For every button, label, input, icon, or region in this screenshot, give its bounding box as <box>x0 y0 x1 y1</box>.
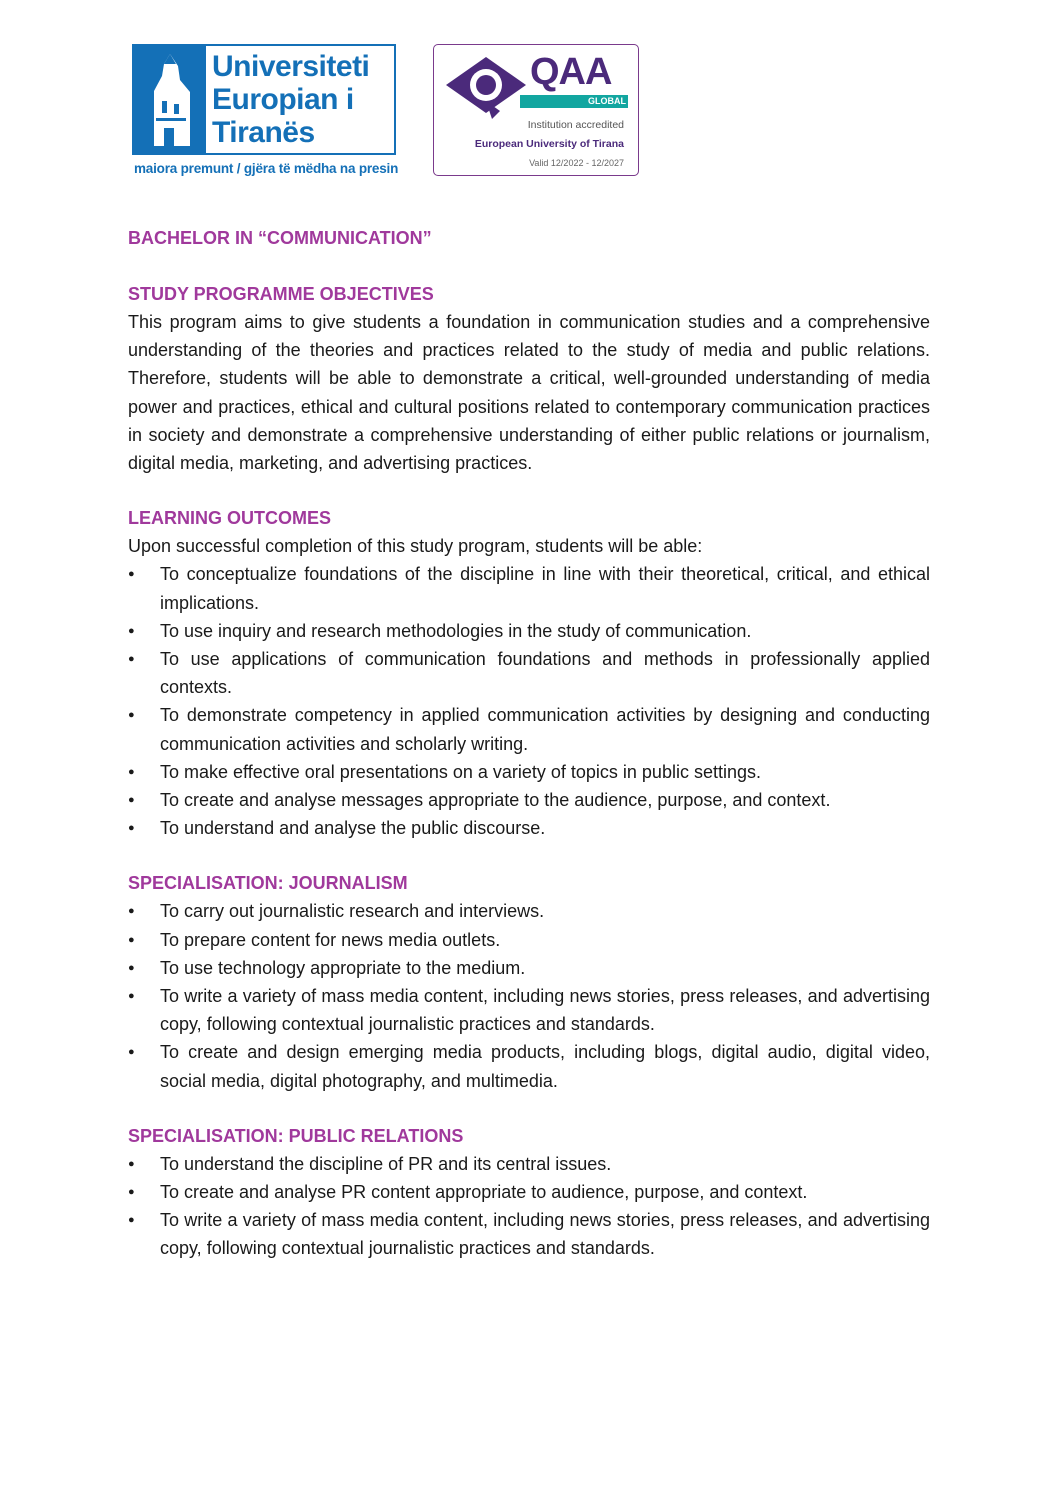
qaa-global-label: GLOBAL <box>588 96 626 106</box>
list-item-text: To write a variety of mass media content, including news stories, press releases, and advertising copy, following contextual journalistic practices and standards. <box>160 1210 930 1259</box>
university-motto: maiora premunt / gjëra të mëdha na presin <box>134 161 399 176</box>
list-item <box>128 954 930 982</box>
qaa-accredited-text: Institution accredited <box>527 119 624 131</box>
public-relations-list <box>128 1150 930 1263</box>
bullet-icon: ● <box>128 624 135 637</box>
list-item <box>128 1206 930 1262</box>
list-item <box>128 814 930 842</box>
bullet-icon: ● <box>128 822 135 835</box>
document-body <box>128 224 930 1290</box>
list-item-text: To make effective oral presentations on a variety of topics in public settings. <box>160 761 761 782</box>
objectives-paragraph: This program aims to give students a foundation in communication studies and a comprehensive understanding of the theories and practices related to the study of media and public relations. Therefore, students will be able to demonstrate a critical, well-grounded understanding of media power and practices, ethical and cultural positions related to contemporary communication practices in society and demonstrate a comprehensive understanding of either public relations or journalism, digital media, marketing, and advertising practices. <box>128 312 930 474</box>
list-item-text: To create and analyse PR content appropriate to audience, purpose, and context. <box>160 1182 808 1203</box>
journalism-section <box>128 869 930 1094</box>
castle-emblem-icon <box>134 46 206 153</box>
list-item <box>128 786 930 814</box>
list-item <box>128 982 930 1038</box>
bullet-icon: ● <box>128 933 135 946</box>
list-item-text: To understand the discipline of PR and its central issues. <box>160 1153 612 1174</box>
list-item-text: To demonstrate competency in applied communication activities by designing and conducting communication activities and scholarly writing. <box>160 705 930 754</box>
list-item <box>128 1150 930 1178</box>
list-item-text: To use technology appropriate to the medium. <box>160 957 526 978</box>
bullet-icon: ● <box>128 1046 135 1059</box>
bullet-icon: ● <box>128 1214 135 1227</box>
bullet-icon: ● <box>128 765 135 778</box>
list-item-text: To conceptualize foundations of the discipline in line with their theoretical, critical, and ethical implications. <box>160 564 930 613</box>
qaa-wordmark: QAA <box>530 51 612 93</box>
section-heading: SPECIALISATION: JOURNALISM <box>128 873 408 894</box>
list-item-text: To write a variety of mass media content, including news stories, press releases, and advertising copy, following contextual journalistic practices and standards. <box>160 986 930 1035</box>
list-item-text: To carry out journalistic research and interviews. <box>160 901 545 922</box>
objectives-section <box>128 280 930 477</box>
university-name-line: Europian i <box>212 83 354 116</box>
list-item <box>128 1178 930 1206</box>
bullet-icon: ● <box>128 990 135 1003</box>
qaa-eye-icon <box>444 53 530 128</box>
qaa-validity: Valid 12/2022 - 12/2027 <box>529 158 624 168</box>
list-item <box>128 560 930 616</box>
list-item <box>128 758 930 786</box>
university-logo <box>132 44 400 180</box>
university-name-line: Universiteti <box>212 50 370 83</box>
list-item-text: To use applications of communication foundations and methods in professionally applied contexts. <box>160 649 930 698</box>
outcomes-list <box>128 560 930 842</box>
section-heading: SPECIALISATION: PUBLIC RELATIONS <box>128 1125 464 1146</box>
bullet-icon: ● <box>128 794 135 807</box>
bullet-icon: ● <box>128 1186 135 1199</box>
journalism-list <box>128 897 930 1094</box>
list-item <box>128 617 930 645</box>
bullet-icon: ● <box>128 709 135 722</box>
list-item-text: To use inquiry and research methodologies in the study of communication. <box>160 620 752 641</box>
list-item-text: To create and design emerging media products, including blogs, digital audio, digital video, social media, digital photography, and multimedia. <box>160 1042 930 1091</box>
learning-outcomes-section <box>128 504 930 842</box>
university-name <box>212 50 396 149</box>
bullet-icon: ● <box>128 905 135 918</box>
bullet-icon: ● <box>128 961 135 974</box>
qaa-accreditation-badge <box>433 44 639 176</box>
section-heading: STUDY PROGRAMME OBJECTIVES <box>128 284 434 304</box>
qaa-institution-name: European University of Tirana <box>474 138 624 150</box>
list-item <box>128 926 930 954</box>
list-item <box>128 1038 930 1094</box>
public-relations-section <box>128 1122 930 1263</box>
bullet-icon: ● <box>128 653 135 666</box>
university-name-line: Tiranës <box>212 116 315 149</box>
list-item-text: To prepare content for news media outlets. <box>160 929 501 950</box>
list-item-text: To create and analyse messages appropriate to the audience, purpose, and context. <box>160 790 831 811</box>
section-heading: LEARNING OUTCOMES <box>128 508 332 529</box>
list-item <box>128 897 930 925</box>
university-logo-frame <box>132 44 396 155</box>
list-item <box>128 701 930 757</box>
outcomes-intro: Upon successful completion of this study program, students will be able: <box>128 536 703 557</box>
bullet-icon: ● <box>128 1157 135 1170</box>
document-title: BACHELOR IN “COMMUNICATION” <box>128 228 432 248</box>
list-item <box>128 645 930 701</box>
bullet-icon: ● <box>128 568 135 581</box>
list-item-text: To understand and analyse the public discourse. <box>160 818 546 839</box>
